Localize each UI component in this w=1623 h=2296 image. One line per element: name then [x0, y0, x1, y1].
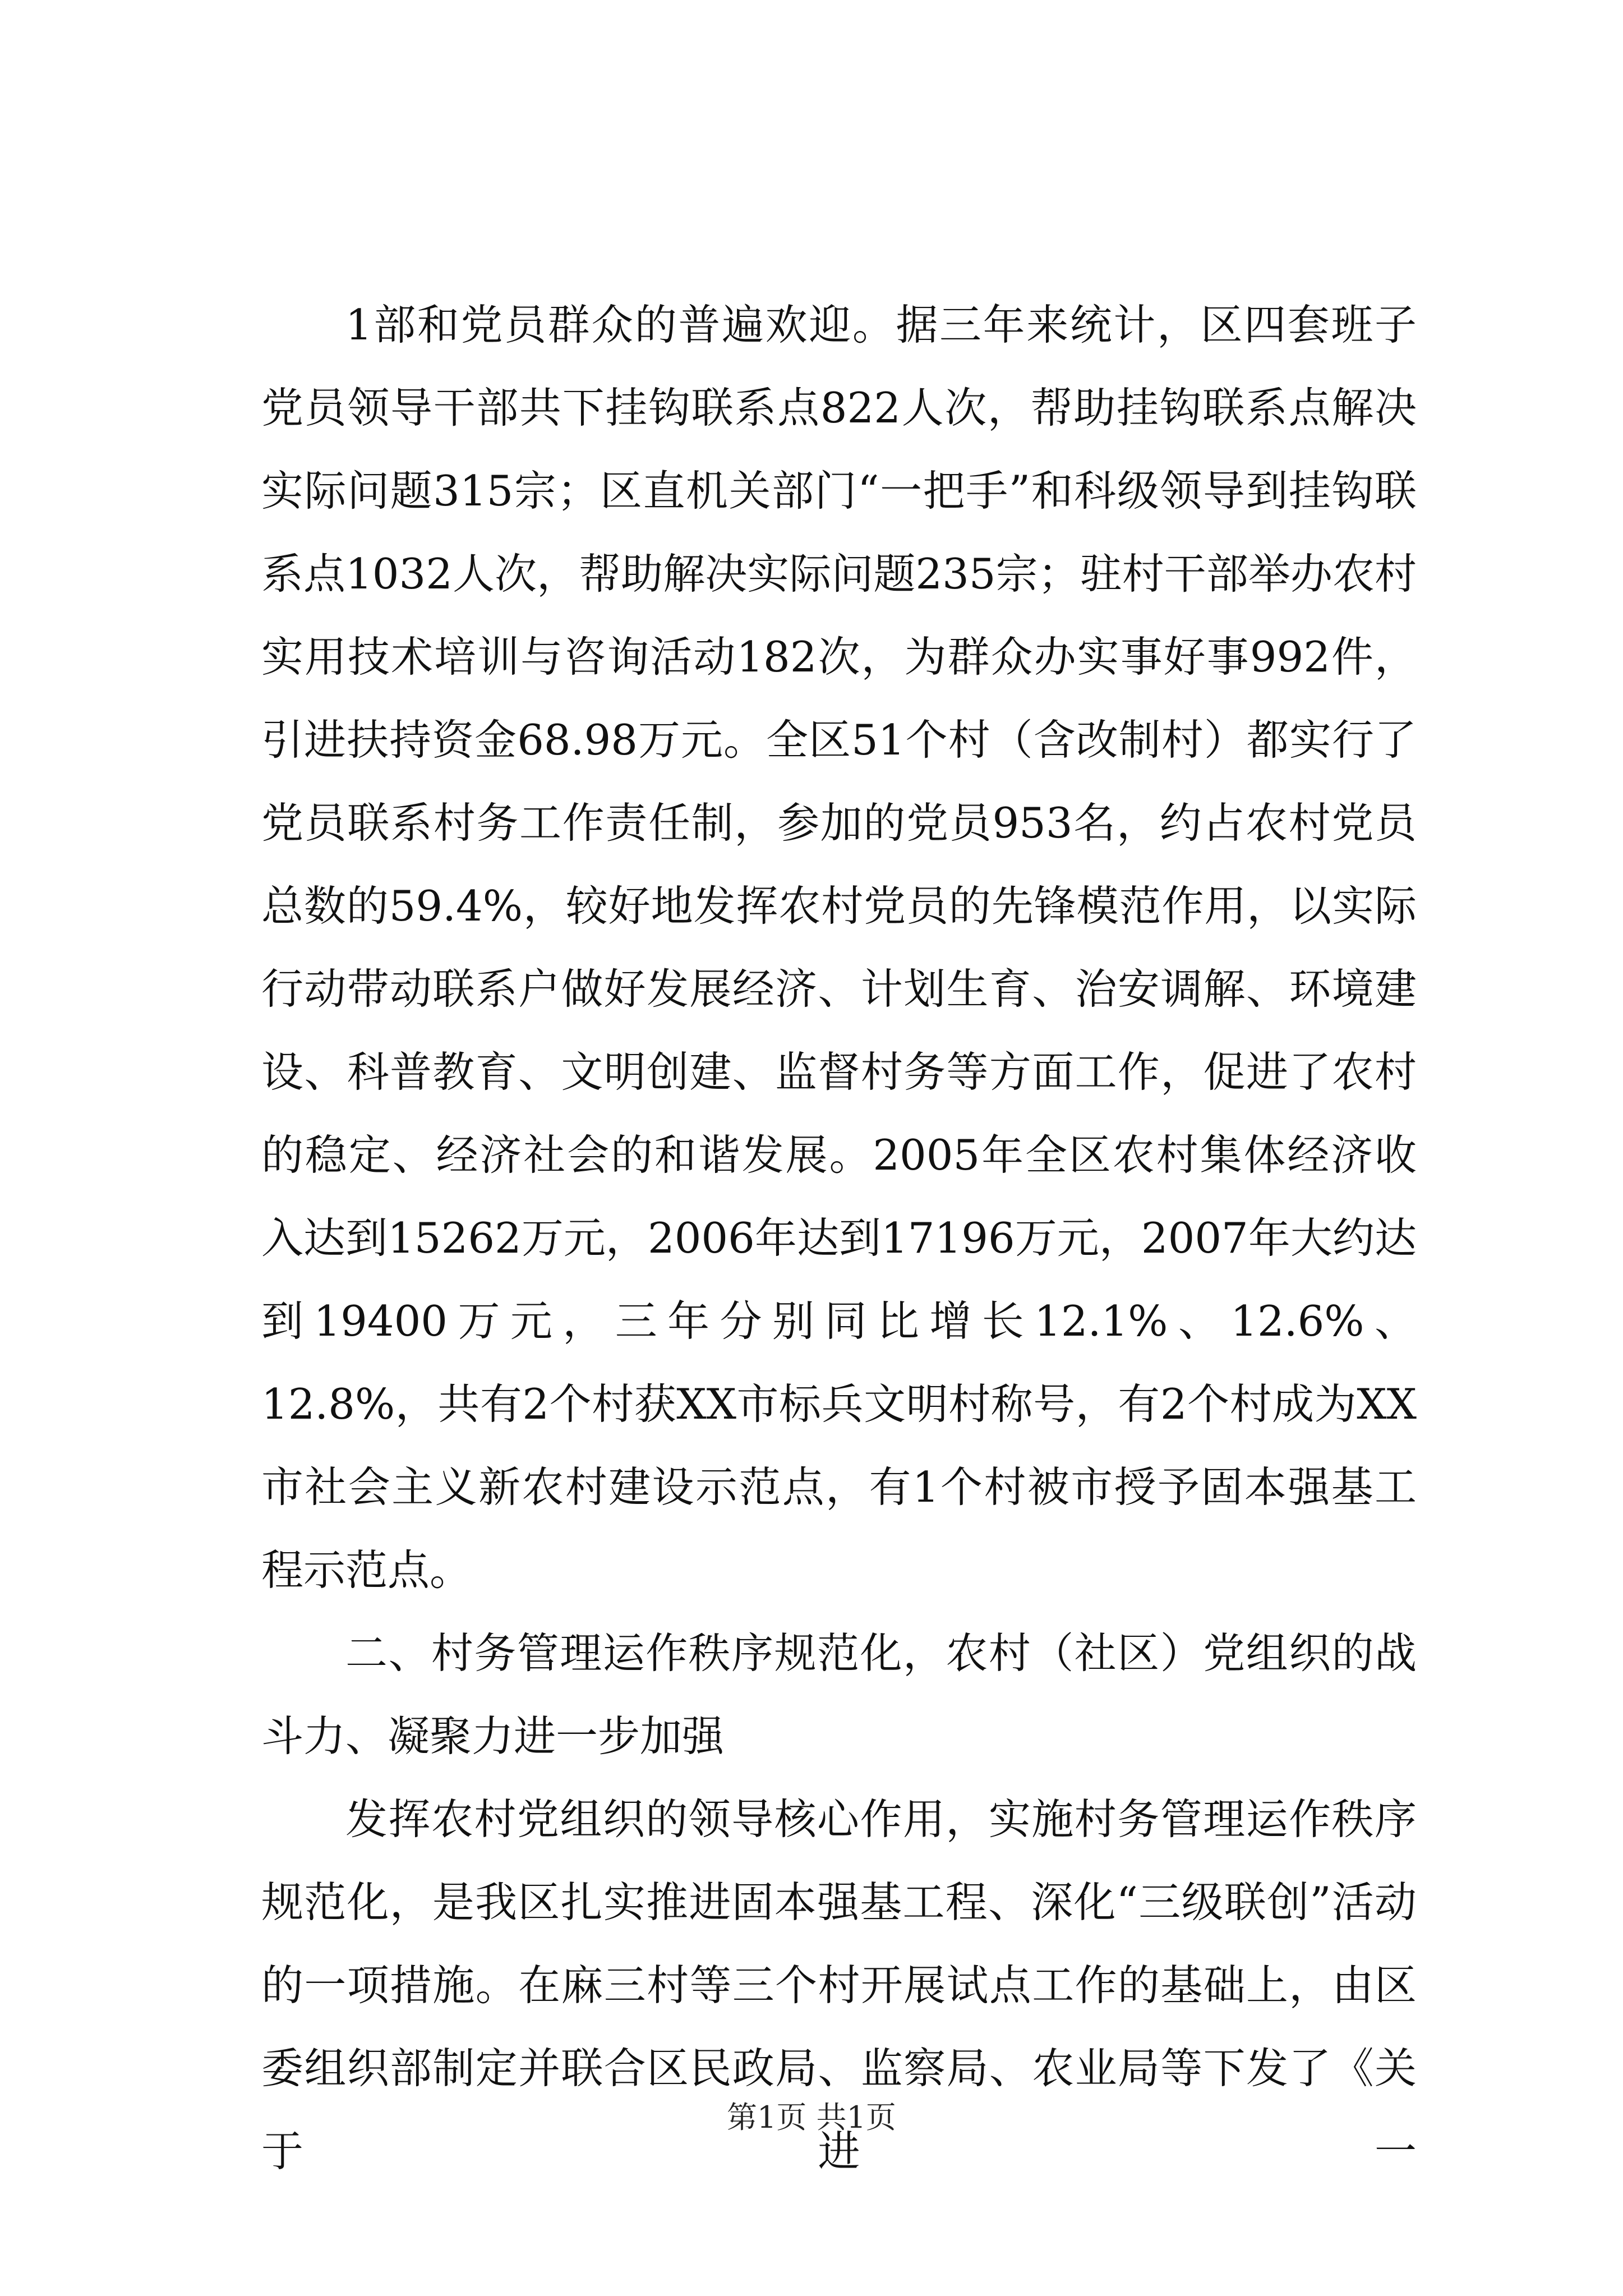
paragraph-3: 发挥农村党组织的领导核心作用，实施村务管理运作秩序规范化，是我区扎实推进固本强基工程、深化“三级联创”活动的一项措施。在麻三村等三个村开展试点工作的基础上，由区委组织部制定并联合区民政局、监察局、农业局等下发了《关于进一	[261, 1795, 1417, 2176]
page-footer: 第1页 共1页	[727, 2100, 896, 2135]
section-heading-2: 二、村务管理运作秩序规范化，农村（社区）党组织的战斗力、凝聚力进一步加强	[261, 1628, 1417, 1761]
document-body	[261, 283, 1417, 2193]
paragraph-1: 1部和党员群众的普遍欢迎。据三年来统计，区四套班子党员领导干部共下挂钩联系点822人次，帮助挂钩联系点解决实际问题315宗；区直机关部门“一把手”和科级领导到挂钩联系点1032人次，帮助解决实际问题235宗；驻村干部举办农村实用技术培训与咨询活动182次，为群众办实事好事992件，引进扶持资金68.98万元。全区51个村（含改制村）都实行了党员联系村务工作责任制，参加的党员953名，约占农村党员总数的59.4%，较好地发挥农村党员的先锋模范作用，以实际行动带动联系户做好发展经济、计划生育、治安调解、环境建设、科普教育、文明创建、监督村务等方面工作，促进了农村的稳定、经济社会的和谐发展。2005年全区农村集体经济收入达到15262万元，2006年达到17196万元，2007年大约达到19400万元，三年分别同比增长12.1%、12.6%、12.8%，共有2个村获XX市标兵文明村称号，有2个村成为XX市社会主义新农村建设示范点，有1个村被市授予固本强基工程示范点。	[261, 300, 1417, 1595]
